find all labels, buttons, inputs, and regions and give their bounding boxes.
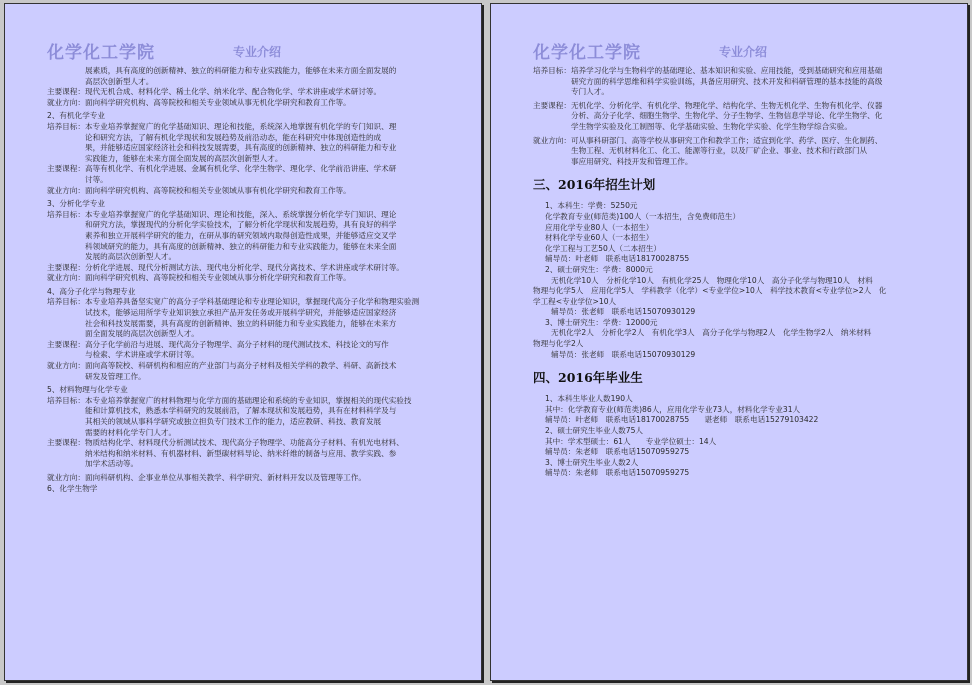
section-heading: 四、2016年毕业生 xyxy=(533,370,643,386)
text-line: 1、本科生毕业人数190人 xyxy=(545,394,633,404)
text-line: 需要的材料化学专门人才。 xyxy=(85,427,177,437)
text-line: 就业方向：可从事科研部门、高等学校从事研究工作和教学工作；适宜到化学、药学、医疗、生化制药、 xyxy=(533,135,883,145)
text-line: 无机化学10人 分析化学10人 有机化学25人 物理化学10人 高分子化学与物理10人 材料 xyxy=(551,275,873,285)
text-line: 高层次创新型人才。 xyxy=(85,76,154,86)
text-line: 研发及管理工作。 xyxy=(85,371,146,381)
text-line: 学生物学实验及化工制图等、化学基础实验、生物化学实验、化学生物学综合实验。 xyxy=(571,121,852,131)
college-name: 化学化工学院 xyxy=(47,43,155,63)
document-page-left xyxy=(4,3,482,681)
text-line: 主要课程：高等有机化学、有机化学进展、金属有机化学、化学生物学、理化学、化学前沿讲座、学术研 xyxy=(47,164,397,174)
text-line: 加学术活动等。 xyxy=(85,459,139,469)
text-line: 研究方面的科学思维和科学实验训练，具备应用研究、技术开发和科研管理的基本技能的高级 xyxy=(571,76,883,86)
text-line: 培养目标：本专业培养掌握宽广的材料物理与化学方面的基础理论和系统的专业知识，掌握相关的现代实验技 xyxy=(47,395,412,405)
text-line: 2、硕士研究生：学费：8000元 xyxy=(545,264,653,274)
text-line: 主要课程：现代无机合成、材料化学、稀土化学、纳米化学、配合物化学、学术讲座或学术研讨等。 xyxy=(47,87,382,97)
page-header xyxy=(47,38,481,64)
right-page-body xyxy=(533,66,943,479)
text-line: 试技术，能够运用所学专业知识独立承担产品开发任务或开展科学研究，并能够适应国家经济 xyxy=(85,308,397,318)
text-line: 化学教育专业(师范类)100人（一本招生，含免费师范生） xyxy=(545,211,741,221)
text-line: 讨等。 xyxy=(85,174,108,184)
text-line: 就业方向：面向科学研究机构、高等院校和相关专业领域从事有机化学研究和教育工作等。 xyxy=(47,185,351,195)
text-line: 就业方向：面向科研机构、企事业单位从事相关教学、科学研究、新材料开发以及管理等工作。 xyxy=(47,472,366,482)
text-line: 培养目标：培养学习化学与生物科学的基础理论、基本知识和实验、应用技能，受到基础研究和应用基础 xyxy=(533,66,883,75)
text-line: 主要课程：分析化学进展、现代分析测试方法、现代电分析化学、现代分离技术、学术讲座或学术研讨等。 xyxy=(47,262,404,272)
text-line: 面全面发展的高层次创新型人才。 xyxy=(85,329,199,339)
text-line: 生物工程、无机材料化工、化工、能源等行业，以及厂矿企业、事业、技术和行政部门从 xyxy=(571,146,868,156)
left-page-body xyxy=(47,66,457,494)
text-line: 3、博士研究生：学费：12000元 xyxy=(545,317,658,327)
document-page-right xyxy=(490,3,968,681)
text-line: 2、硕士研究生毕业人数75人 xyxy=(545,426,644,436)
text-line: 专门人才。 xyxy=(571,87,609,97)
text-line: 分析、高分子化学、细胞生物学、生物化学、分子生物学、生物信息学导论、化学生物学、化 xyxy=(571,111,883,121)
text-line: 无机化学2人 分析化学2人 有机化学3人 高分子化学与物理2人 化学生物学2人 纳米材料 xyxy=(551,328,872,338)
text-line: 素养和独立开展科学研究的能力，在研从事的研究领域内取得创造性成果，并能够适应交叉学 xyxy=(85,230,397,240)
text-line: 辅导员：张老师 联系电话15070930129 xyxy=(551,349,696,359)
text-line: 1、本科生：学费：5250元 xyxy=(545,201,638,211)
text-line: 事应用研究、科技开发和管理工作。 xyxy=(571,156,693,166)
text-line: 物理与化学5人 应用化学5人 学科教学（化学）<专业学位>10人 科学技术教育<专业学位>2人 化 xyxy=(533,286,887,296)
text-line: 辅导员：张老师 联系电话15070930129 xyxy=(551,307,696,317)
text-line: 培养目标：本专业培养掌握宽广的化学基础知识、理论和技能，系统深入地掌握有机化学的专门知识、理 xyxy=(47,121,397,131)
text-line: 果，并能够适应国家经济社会和科技发展需要，具有高度的创新精神、独立的科研能力和专业 xyxy=(85,143,397,153)
text-line: 5、材料物理与化学专业 xyxy=(47,385,128,395)
text-line: 其相关的领域从事科学研究或独立担负专门技术工作的能力，适应教研、科技、教育发展 xyxy=(85,417,382,426)
text-line: 物理与化学2人 xyxy=(533,339,584,349)
text-line: 其中：化学教育专业(师范类)86人，应用化学专业73人，材料化学专业31人 xyxy=(545,404,801,414)
text-line: 应用化学专业80人（一本招生） xyxy=(545,222,654,232)
text-line: 辅导员：叶老师 联系电话18170028755 谌老师 联系电话15279103422 xyxy=(545,415,819,425)
college-name: 化学化工学院 xyxy=(533,43,641,63)
text-line: 和研究方法，掌握现代的分析化学实验技术，了解分析化学现状和发展趋势，具有良好的科学 xyxy=(85,220,397,230)
text-line: 培养目标：本专业培养掌握宽广的化学基础知识、理论和技能，深入、系统掌握分析化学专门知识、理论 xyxy=(47,209,397,219)
text-line: 3、分析化学专业 xyxy=(47,199,105,209)
header-subtitle: 专业介绍 xyxy=(233,45,282,59)
text-line: 辅导员：朱老师 联系电话15070959275 xyxy=(545,447,690,457)
text-line: 纳米结构和纳米材料、有机器材料、新型碳材料导论、纳米纤维的制备与应用、教学实践、参 xyxy=(85,448,397,458)
text-line: 其中：学术型硕士：61人 专业学位硕士：14人 xyxy=(545,436,717,446)
text-line: 主要课程：物质结构化学、材料现代分析测试技术、现代高分子物理学、功能高分子材料、有机光电材料、 xyxy=(47,438,404,448)
text-line: 科领域研究的能力，具有高度的创新精神、独立的科研能力和专业实践能力，能够在未来全面 xyxy=(85,241,397,251)
text-line: 辅导员：朱老师 联系电话15070959275 xyxy=(545,468,690,478)
text-line: 2、有机化学专业 xyxy=(47,111,105,121)
section-heading: 三、2016年招生计划 xyxy=(533,177,656,193)
text-line: 辅导员：叶老师 联系电话18170028755 xyxy=(545,254,690,264)
text-line: 化学工程与工艺50人（二本招生） xyxy=(545,243,661,253)
text-line: 发展的高层次创新型人才。 xyxy=(85,252,177,262)
text-line: 能和计算机技术，熟悉本学科研究的发展前沿，了解本现状和发展趋势，具有在材料科学及与 xyxy=(85,406,397,416)
header-subtitle: 专业介绍 xyxy=(719,45,768,59)
text-line: 主要课程：无机化学、分析化学、有机化学、物理化学、结构化学、生物无机化学、生物有机化学、仪器 xyxy=(533,100,883,110)
text-line: 主要课程：高分子化学前沿与进展、现代高分子物理学、高分子材料的现代测试技术、科技论文的写作 xyxy=(47,339,389,349)
text-line: 就业方向：面向高等院校、科研机构和相应的产业部门与高分子材料及相关学科的教学、科研、高新技术 xyxy=(47,361,397,371)
text-line: 学工程<专业学位>10人 xyxy=(533,296,617,306)
text-line: 培养目标：本专业培养具备坚实宽广的高分子学科基础理论和专业理论知识，掌握现代高分子化学和物理实验测 xyxy=(47,297,420,307)
text-line: 就业方向：面向科学研究机构、高等院校和相关专业领域从事分析化学研究和教育工作等。 xyxy=(47,273,351,283)
text-line: 实践能力，能够在未来方面全面发展的高层次创新型人才。 xyxy=(85,153,283,163)
text-line: 社会和科技发展需要，具有高度的创新精神、独立的科研能力和专业实践能力，能够在未来方 xyxy=(85,318,397,328)
text-line: 与检索、学术讲座或学术研讨等。 xyxy=(85,350,199,360)
text-line: 展素质，具有高度的创新精神、独立的科研能力和专业实践能力，能够在未来方面全面发展的 xyxy=(85,66,397,75)
text-line: 论和研究方法，了解有机化学现状和发展趋势及前沿动态，能在科研究中体现创造性的成 xyxy=(85,132,382,142)
text-line: 材料化学专业60人（一本招生） xyxy=(545,233,654,243)
page-header xyxy=(533,38,967,64)
text-line: 6、化学生物学 xyxy=(47,483,98,493)
text-line: 3、博士研究生毕业人数2人 xyxy=(545,457,639,467)
text-line: 就业方向：面向科学研究机构、高等院校和相关专业领域从事无机化学研究和教育工作等。 xyxy=(47,97,351,107)
text-line: 4、高分子化学与物理专业 xyxy=(47,286,136,296)
